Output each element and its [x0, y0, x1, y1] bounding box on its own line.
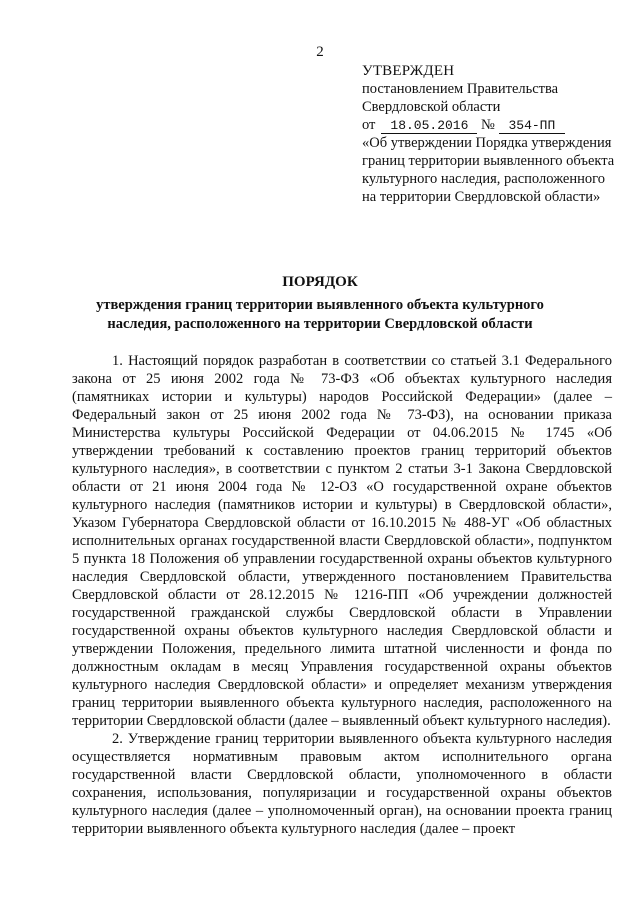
paragraph-1: 1. Настоящий порядок разработан в соответствии со статьей 3.1 Федерального закона от 25 июня 2002 года № 73-ФЗ «Об объектах культурного наследия (памятниках истории и культуры) народов Российской Федерации» (далее – Федеральный закон от 25 июня 2002 года № 73-ФЗ), на основании приказа Министерства культуры Российской Федерации от 04.06.2015 № 1745 «Об утверждении требований к составлению проектов границ территорий объектов культурного наследия», в соответствии с пунктом 2 статьи 3-1 Закона Свердловской области от 21 июня 2004 года № 12-ОЗ «О государственной охране объектов культурного наследия (памятников истории и культуры) в Свердловской области», Указом Губернатора Свердловской области от 16.10.2015 № 488-УГ «Об областных исполнительных органах государственной власти Свердловской области», подпунктом 5 пункта 18 Положения об управлении государственной охраны объектов культурного наследия Свердловской области, утвержденного постановлением Правительства Свердловской области от 28.12.2015 № 1216-ПП «Об учреждении должностей государственной гражданской службы Свердловской области в Управлении государственной охраны объектов культурного наследия Свердловской области и утверждении Положения, предельного лимита штатной численности и фонда по должностным окладам в месяц Управления государственной охраны объектов культурного наследия Свердловской области» и определяет механизм утверждения границ территории выявленного объекта культурного наследия, расположенного на территории Свердловской области (далее – выявленный объект культурного наследия). [72, 353, 612, 729]
number-label: № [481, 117, 495, 133]
approval-heading: УТВЕРЖДЕН [362, 63, 455, 79]
approval-block [362, 62, 622, 206]
document-title: ПОРЯДОК [282, 274, 358, 290]
approval-date: 18.05.2016 [381, 119, 477, 134]
approval-region: Свердловской области [362, 99, 501, 115]
document-subtitle: утверждения границ территории выявленного объекта культурного наследия, расположенного на территории Свердловской области [96, 297, 544, 332]
approval-date-line [362, 116, 622, 134]
approval-issuer: постановлением Правительства [362, 81, 559, 97]
approval-number: 354-ПП [499, 119, 565, 134]
paragraph-2: 2. Утверждение границ территории выявленного объекта культурного наследия осуществляется нормативным правовым актом исполнительного органа государственной власти Свердловской области, уполномоченного в области сохранения, использования, популяризации и государственной охраны объектов культурного наследия (далее – уполномоченный орган), на основании проекта границ территории выявленного объекта культурного наследия (далее – проект [72, 731, 612, 837]
approval-subject: «Об утверждении Порядка утверждения границ территории выявленного объекта культурного наследия, расположенного на территории Свердловской области» [362, 135, 615, 205]
page-number: 2 [316, 44, 324, 60]
from-label: от [362, 117, 376, 133]
document-body [72, 352, 612, 838]
